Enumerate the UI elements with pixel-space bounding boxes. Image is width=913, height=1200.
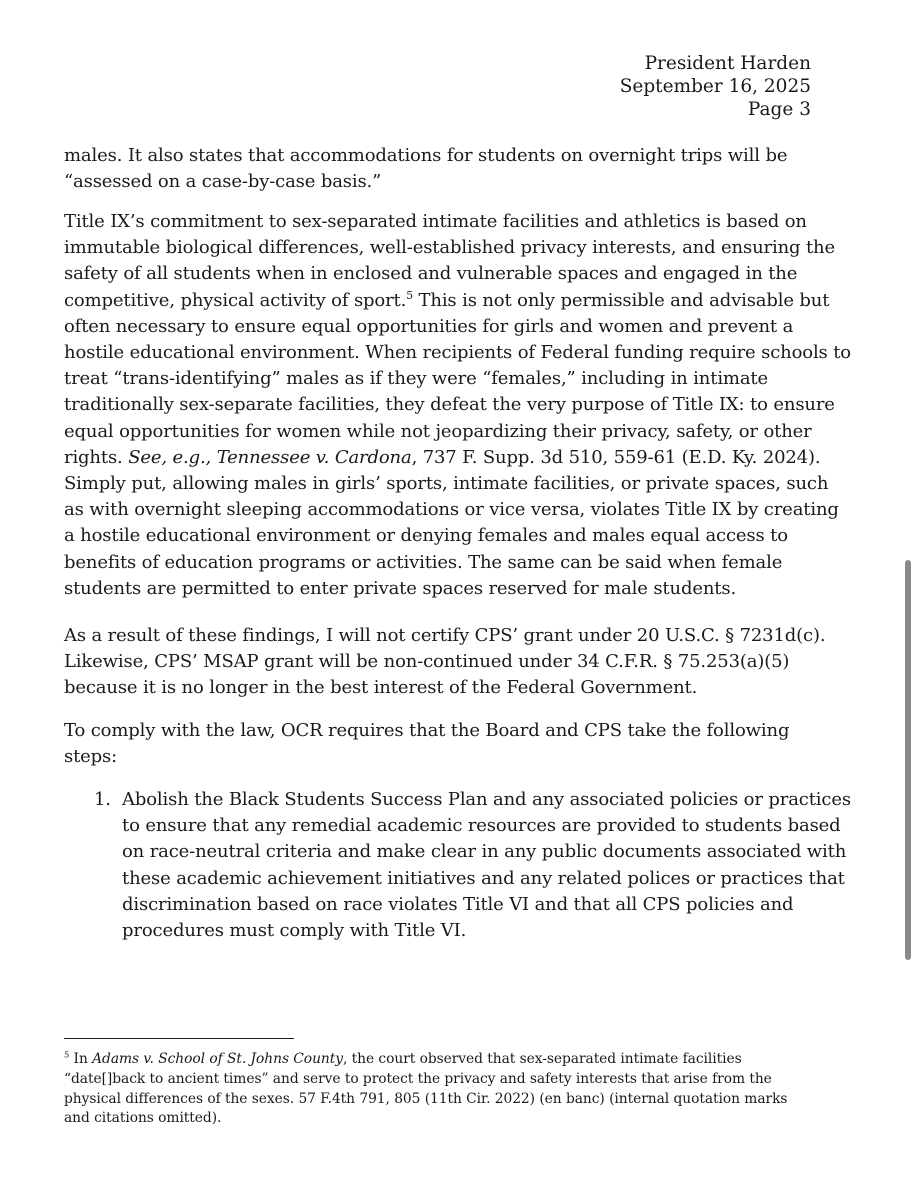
paragraph-line: because it is no longer in the best interest of the Federal Government. — [64, 677, 698, 699]
footnote-line: physical differences of the sexes. 57 F.4th 791, 805 (11th Cir. 2022) (en banc) (internal quotation marks — [64, 1090, 788, 1107]
list-item-number: 1. — [94, 789, 111, 810]
line-text: rights. — [64, 446, 129, 468]
footnote-line: and citations omitted). — [64, 1110, 222, 1127]
list-line: discrimination based on race violates Title VI and that all CPS policies and — [122, 893, 794, 915]
footnote-divider — [64, 1038, 294, 1039]
paragraph-line: often necessary to ensure equal opportunities for girls and women and prevent a — [64, 315, 794, 337]
list-line: to ensure that any remedial academic resources are provided to students based — [122, 815, 841, 837]
list-line: these academic achievement initiatives and any related polices or practices that — [122, 867, 845, 889]
vertical-scrollbar[interactable] — [905, 560, 911, 960]
footnote — [64, 1050, 848, 1129]
paragraph-line: traditionally sex-separate facilities, they defeat the very purpose of Title IX: to ensure — [64, 394, 835, 416]
paragraph-line: a hostile educational environment or denying females and males equal access to — [64, 525, 788, 547]
list-line: procedures must comply with Title VI. — [122, 920, 467, 942]
list-item — [122, 787, 852, 944]
paragraph-2 — [64, 209, 851, 602]
footnote-line: “date[]back to ancient times” and serve to protect the privacy and safety interests that arise from the — [64, 1070, 772, 1087]
paragraph-line: safety of all students when in enclosed and vulnerable spaces and engaged in the — [64, 263, 798, 285]
paragraph-3 — [64, 623, 848, 702]
header-page-number: Page 3 — [747, 99, 811, 120]
header-date: September 16, 2025 — [619, 76, 811, 97]
paragraph-line: “assessed on a case-by-case basis.” — [64, 171, 382, 193]
paragraph-line: equal opportunities for women while not jeopardizing their privacy, safety, or other — [64, 420, 812, 442]
paragraph-line: immutable biological differences, well-established privacy interests, and ensuring the — [64, 237, 835, 259]
line-text: , 737 F. Supp. 3d 510, 559-61 (E.D. Ky. 2024). — [411, 446, 821, 468]
paragraph-line: To comply with the law, OCR requires that the Board and CPS take the following — [64, 720, 790, 741]
paragraph-line: As a result of these findings, I will not certify CPS’ grant under 20 U.S.C. § 7231d(c). — [64, 625, 826, 646]
footnote-reference: 5 — [406, 288, 413, 302]
paragraph-line: as with overnight sleeping accommodations or vice versa, violates Title IX by creating — [64, 499, 839, 521]
paragraph-line: Simply put, allowing males in girls’ sports, intimate facilities, or private spaces, such — [64, 473, 829, 495]
list-line: on race-neutral criteria and make clear in any public documents associated with — [122, 841, 847, 863]
line-text: competitive, physical activity of sport. — [64, 289, 407, 311]
header-recipient: President Harden — [644, 53, 811, 74]
footnote-line — [64, 1050, 848, 1070]
paragraph-line: students are permitted to enter private spaces reserved for male students. — [64, 577, 737, 599]
case-citation: See, e.g., Tennessee v. Cardona — [128, 446, 412, 468]
paragraph-line: Title IX’s commitment to sex-separated intimate facilities and athletics is based on — [64, 211, 807, 232]
paragraph-line: benefits of education programs or activities. The same can be said when female — [64, 551, 783, 573]
list-line: Abolish the Black Students Success Plan and any associated policies or practices — [122, 789, 851, 810]
paragraph-line: Likewise, CPS’ MSAP grant will be non-continued under 34 C.F.R. § 75.253(a)(5) — [64, 651, 790, 673]
footnote-marker: 5 — [64, 1049, 70, 1060]
paragraph-line — [64, 288, 848, 314]
paragraph-line: males. It also states that accommodations for students on overnight trips will be — [64, 145, 788, 166]
paragraph-line: steps: — [64, 746, 118, 768]
paragraph-line — [64, 445, 848, 471]
paragraph-line: treat “trans-identifying” males as if they were “females,” including in intimate — [64, 368, 769, 390]
paragraph-1 — [64, 143, 848, 195]
letter-header — [620, 52, 811, 121]
footnote-text: , the court observed that sex-separated intimate facilities — [342, 1051, 742, 1067]
paragraph-line: hostile educational environment. When recipients of Federal funding require schools to — [64, 342, 851, 364]
footnote-text: In — [69, 1051, 93, 1067]
case-citation: Adams v. School of St. Johns County — [92, 1051, 343, 1067]
paragraph-4 — [64, 718, 848, 770]
line-text: This is not only permissible and advisable but — [412, 289, 830, 311]
